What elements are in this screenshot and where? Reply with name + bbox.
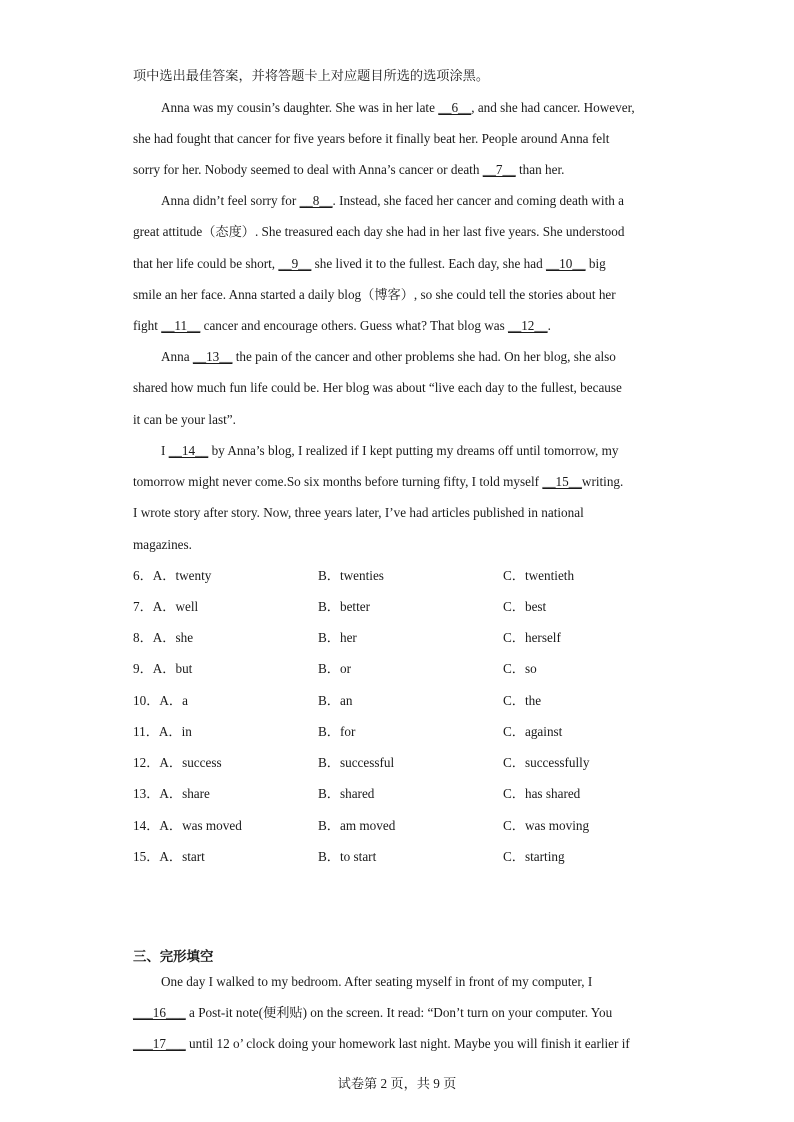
blank-17: ___17___ — [133, 1036, 186, 1051]
blank-12: __12__ — [508, 318, 548, 333]
passage-line: sorry for her. Nobody seemed to deal with Anna’s cancer or death __7__ than her. — [133, 162, 565, 177]
blank-14: __14__ — [168, 443, 209, 458]
blank-13: __13__ — [192, 349, 233, 364]
passage-line: it can be your last”. — [133, 412, 236, 427]
blank-9: __9__ — [278, 256, 312, 271]
passage-line: smile an her face. Anna started a daily blog（博客）, so she could tell the stories about her — [133, 287, 616, 302]
passage-line: tomorrow might never come.So six months before turning fifty, I told myself __15__writing. — [133, 474, 624, 489]
blank-11: __11__ — [161, 318, 201, 333]
passage-line: she had fought that cancer for five years before it finally beat her. People around Anna felt — [133, 131, 610, 146]
passage-line: I __14__ by Anna’s blog, I realized if I kept putting my dreams off until tomorrow, my — [161, 443, 619, 458]
page-footer: 试卷第 2 页，共 9 页 — [337, 1076, 457, 1091]
section-title: 三、完形填空 — [133, 950, 214, 965]
passage-line: Anna was my cousin’s daughter. She was in her late __6__, and she had cancer. However, — [161, 100, 635, 115]
passage-line: ___16___ a Post-it note(便利贴) on the screen. It read: “Don’t turn on your computer. You — [133, 1005, 613, 1020]
blank-6: __6__ — [438, 100, 472, 115]
passage-line: Anna __13__ the pain of the cancer and other problems she had. On her blog, she also — [161, 349, 616, 364]
instruction-text: 项中选出最佳答案，并将答题卡上对应题目所选的选项涂黑。 — [133, 68, 490, 83]
passage-line: great attitude（态度）. She treasured each day she had in her last five years. She understood — [133, 224, 625, 239]
passage-line: I wrote story after story. Now, three years later, I’ve had articles published in national — [133, 505, 584, 520]
passage-line: that her life could be short, __9__ she lived it to the fullest. Each day, she had __10__ big — [133, 256, 606, 271]
passage-line: ___17___ until 12 o’ clock doing your homework last night. Maybe you will finish it earlier if — [133, 1036, 630, 1051]
exam-page: 项中选出最佳答案，并将答题卡上对应题目所选的选项涂黑。 Anna was my cousin’s daughter. She was in her late __6__, and she had cancer. However, she had fought that cancer for five years before it finally beat her. People around Anna felt sorry for her. Nobody seemed to deal with Anna’s cancer or death __7__ than her. Anna didn’t feel sorry for __8__. Instead, she faced her cancer and coming death with a great attitude（态度）. She treasured each day she had in her last five years. She understood that her life could be short, __9__ she lived it to the fullest. Each day, she had __10__ big smile an her face. Anna started a daily blog（博客）, so she could tell the stories about her fight __11__ cancer and encourage others. Guess what? That blog was __12__. Anna __13__ the pain of the cancer and other problems she had. On her blog, she also shared how much fun life could be. Her blog was about “live each day to the fullest, because it can be your last”. I __14__ by Anna’s blog, I realized if I kept putting my dreams off until tomorrow, my tomorrow might never come.So six months before turning fifty, I told myself __15__writing. I wrote story after story. Now, three years later, I’ve had articles published in national magazines. 6．A．twenty B．twenties C．twentieth 7．A．well B．better C．best 8．A．she B．her C．herself 9．A．but B．or C．so 10．A．a B．an C．the 11．A．in B．for C．against 12．A．success B．successful C．successfully 13．A．share B．shared C．has shared 14．A．was moved B．am moved C．was moving 15．A．start B．to start C．starting 三、完形填空 One day I walked to my bedroom. After seating myself in front of my computer, I ___16___ a Post-it note(便利贴) on the screen. It read: “Don’t turn on your computer. You ___17___ until 12 o’ clock doing your homework last night. Maybe you will finish it earlier if 试卷第 2 页，共 9 页 — [0, 0, 794, 1122]
passage-line: magazines. — [133, 537, 192, 552]
blank-15: __15__ — [542, 474, 582, 489]
passage-line: shared how much fun life could be. Her blog was about “live each day to the fullest, because — [133, 380, 622, 395]
blank-16: ___16___ — [133, 1005, 186, 1020]
blank-10: __10__ — [545, 256, 586, 271]
passage-line: fight __11__ cancer and encourage others. Guess what? That blog was __12__. — [133, 318, 551, 333]
blank-7: __7__ — [482, 162, 516, 177]
passage-line: Anna didn’t feel sorry for __8__. Instead, she faced her cancer and coming death with a — [161, 193, 624, 208]
passage-line: One day I walked to my bedroom. After seating myself in front of my computer, I — [161, 974, 593, 989]
blank-8: __8__ — [299, 193, 333, 208]
